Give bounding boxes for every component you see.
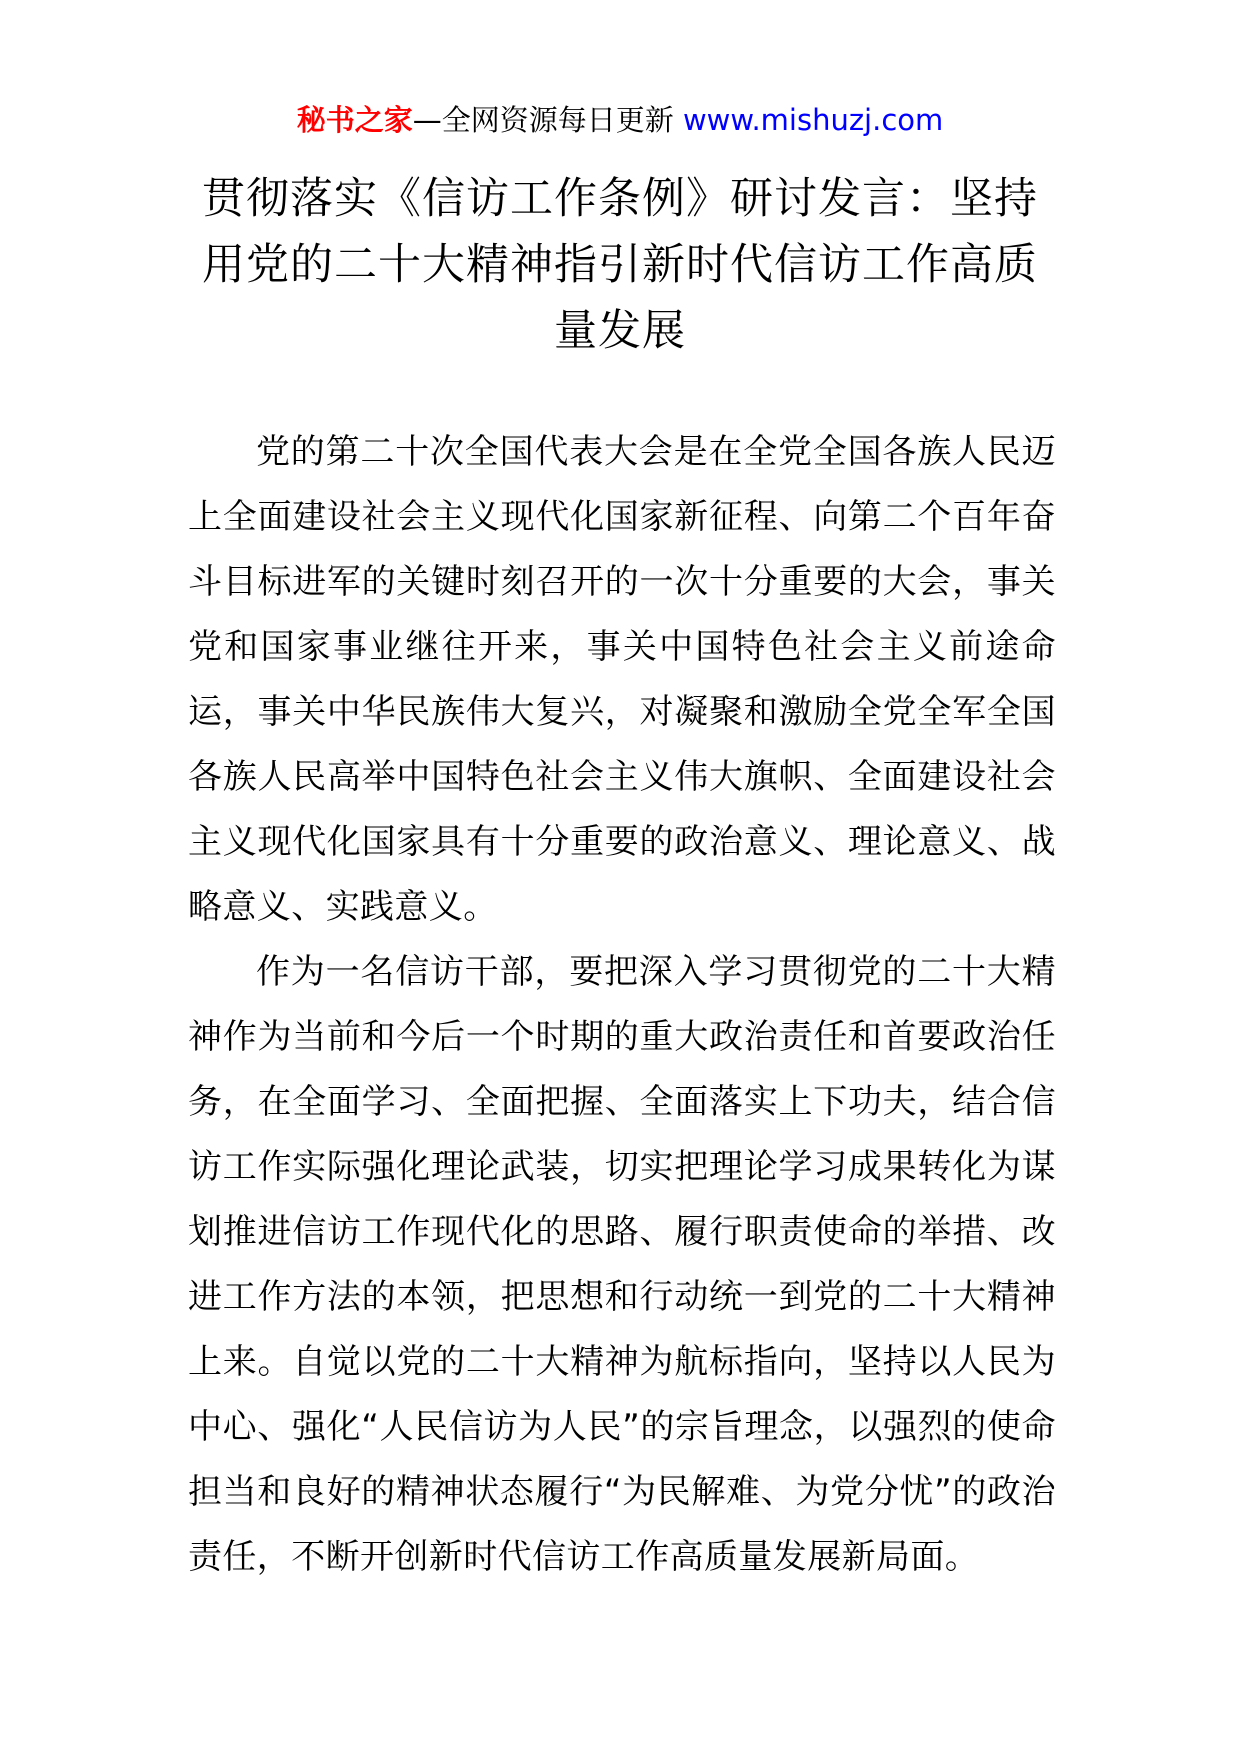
body-paragraph: 作为一名信访干部，要把深入学习贯彻党的二十大精神作为当前和今后一个时期的重大政治责任和首要政治任务，在全面学习、全面把握、全面落实上下功夫，结合信访工作实际强化理论武装，切实把理论学习成果转化为谋划推进信访工作现代化的思路、履行职责使命的举措、改进工作方法的本领，把思想和行动统一到党的二十大精神上来。自觉以党的二十大精神为航标指向，坚持以人民为中心、强化“人民信访为人民”的宗旨理念，以强烈的使命担当和良好的精神状态履行“为民解难、为党分忧”的政治责任，不断开创新时代信访工作高质量发展新局面。 [188,952,1056,1577]
brand-name: 秘书之家 [296,103,413,137]
site-url-link[interactable]: www.mishuzj.com [682,103,944,137]
header-tagline: —全网资源每日更新 [412,103,674,137]
header-banner [0,100,1240,140]
document-body [188,420,1056,1590]
body-paragraph: 党的第二十次全国代表大会是在全党全国各族人民迈上全面建设社会主义现代化国家新征程、向第二个百年奋斗目标进军的关键时刻召开的一次十分重要的大会，事关党和国家事业继往开来，事关中国特色社会主义前途命运，事关中华民族伟大复兴，对凝聚和激励全党全军全国各族人民高举中国特色社会主义伟大旗帜、全面建设社会主义现代化国家具有十分重要的政治意义、理论意义、战略意义、实践意义。 [188,432,1056,927]
document-title: 贯彻落实《信访工作条例》研讨发言：坚持用党的二十大精神指引新时代信访工作高质量发展 [202,174,1038,356]
